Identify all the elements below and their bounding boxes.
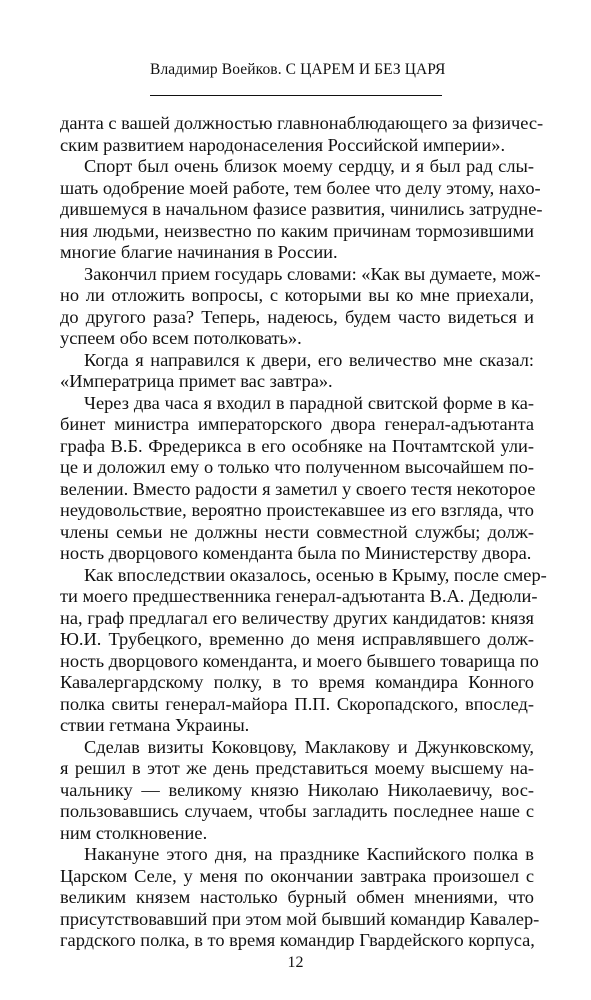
- text-line: ность дворцового коменданта была по Министерству двора.: [60, 543, 532, 563]
- text-line: многие благие начинания в России.: [60, 242, 338, 262]
- text-line: ти моего предшественника генерал-адъютанта В.А. Дедюли-: [60, 586, 538, 606]
- text-line: ним столкновение.: [60, 822, 208, 843]
- text-line: я решил в этот же день представиться моему высшему на-: [60, 758, 534, 778]
- paragraph: [60, 393, 534, 565]
- paragraph: [60, 156, 543, 264]
- text-line: ность дворцового коменданта, и моего бывшего товарища по: [60, 650, 539, 671]
- text-line: пользовавшись случаем, чтобы загладить последнее наше с: [60, 801, 534, 821]
- text-line: великим князем настолько бурный обмен мнениями, что: [60, 887, 534, 907]
- paragraph: [60, 737, 534, 845]
- text-line: Сделав визиты Коковцову, Маклакову и Джунковскому,: [84, 736, 534, 757]
- text-line: дившемуся в начальном фазисе развития, чинились затрудне-: [60, 199, 543, 219]
- text-line: Когда я направился к двери, его величество мне сказал:: [84, 349, 534, 370]
- text-line: ствии гетмана Украины.: [60, 715, 250, 735]
- text-line: данта с вашей должностью главнонаблюдающего за физичес-: [60, 113, 544, 133]
- text-line: Как впоследствии оказалось, осенью в Крыму, после смер-: [84, 564, 547, 585]
- text-line: «Императрица примет вас завтра».: [60, 371, 333, 391]
- text-line: успеем обо всем потолковать».: [60, 328, 302, 348]
- text-line: Через два часа я входил в парадной свитской форме в ка-: [84, 392, 534, 413]
- text-line: члены семьи не должны нести совместной службы; долж-: [60, 521, 534, 542]
- text-line: шать одобрение моей работе, тем более что делу этому, нахо-: [60, 177, 541, 198]
- text-line: Ю.И. Трубецкого, временно до меня исправлявшего долж-: [60, 629, 534, 649]
- header-rule: [150, 95, 442, 96]
- paragraph: [60, 350, 534, 393]
- text-line: Закончил прием государь словами: «Как вы думаете, мож-: [84, 263, 541, 284]
- paragraph: [60, 263, 541, 350]
- text-line: Спорт был очень близок моему сердцу, и я был рад слы-: [84, 156, 534, 176]
- text-line: ния людьми, неизвестно по каким причинам тормозившими: [60, 220, 534, 241]
- text-line: на, граф предлагал его величеству других кандидатов: князя: [60, 607, 534, 628]
- page-number: 12: [287, 954, 304, 971]
- text-line: ским развитием народонаселения Российской империи».: [60, 134, 506, 155]
- text-line: неудовольствие, вероятно проистекавшее из его взгляда, что: [60, 500, 534, 520]
- running-header: Владимир Воейков. С ЦАРЕМ И БЕЗ ЦАРЯ: [150, 61, 446, 78]
- text-line: до другого раза? Теперь, надеюсь, будем часто видеться и: [60, 306, 534, 327]
- text-line: чальнику — великому князю Николаю Николаевичу, вос-: [60, 779, 534, 800]
- text-line: велении. Вместо радости я заметил у своего тестя некоторое: [60, 478, 536, 499]
- body-text: [60, 113, 547, 952]
- paragraph: [60, 564, 547, 737]
- text-line: графа В.Б. Фредерикса в его особняке на Почтамтской ули-: [60, 435, 534, 456]
- text-line: Царском Селе, у меня по окончании завтрака произошел с: [60, 865, 534, 886]
- text-line: бинет министра императорского двора генерал-адъютанта: [60, 414, 534, 434]
- text-line: це и доложил ему о только что полученном высочайшем по-: [60, 457, 534, 477]
- paragraph: [60, 844, 540, 952]
- paragraph: [60, 113, 544, 156]
- text-line: гардского полка, в то время командир Гвардейского корпуса,: [60, 930, 535, 950]
- text-line: Накануне этого дня, на празднике Каспийского полка в: [84, 844, 534, 864]
- text-line: присутствовавший при этом мой бывший командир Кавалер-: [60, 908, 540, 929]
- text-line: Кавалергардскому полку, в то время командира Конного: [60, 672, 534, 692]
- text-line: но ли отложить вопросы, с которыми вы ко мне приехали,: [60, 285, 534, 305]
- text-line: полка свиты генерал-майора П.П. Скоропадского, впослед-: [60, 693, 534, 714]
